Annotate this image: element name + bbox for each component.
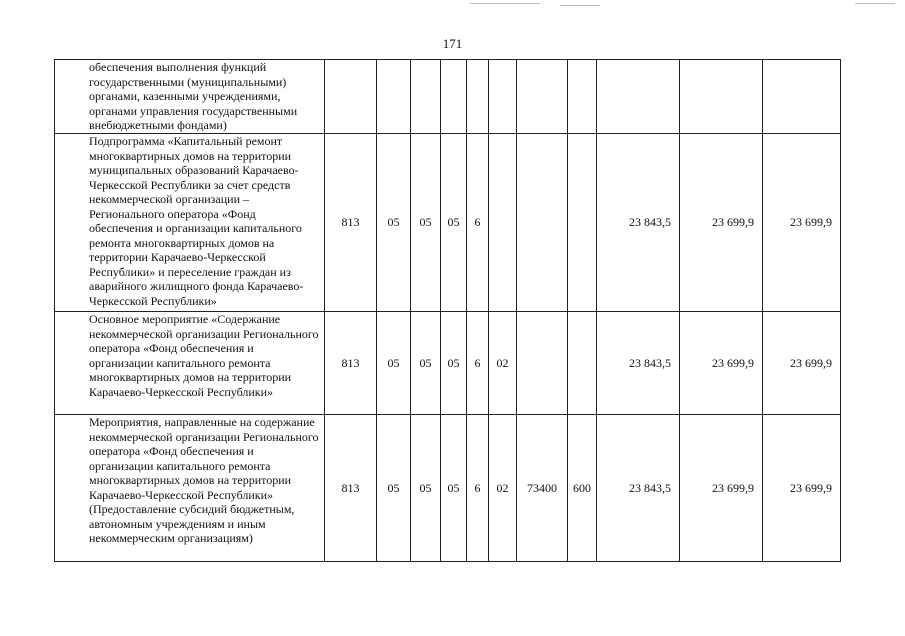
amount-cell-3: 23 699,9 (763, 415, 841, 562)
row-description: Подпрограмма «Капитальный ремонт многоквартирных домов на территории муниципальных образований Карачаево-Черкесской Республики за счет средств некоммерческой организации – Регионального оператора «Фонд обеспечения и организации капитального ремонта многоквартирных домов на территории Карачаево-Черкесской Республики» и переселение граждан из аварийного жилищного фонда Карачаево-Черкесской Республики» (55, 134, 325, 312)
subsection-code-cell: 05 (411, 312, 441, 415)
target-code-part-2: 6 (467, 312, 489, 415)
amount-cell-1 (597, 60, 680, 134)
target-code-part-4: 73400 (517, 415, 568, 562)
subsection-code-cell: 05 (411, 134, 441, 312)
amount-cell-1: 23 843,5 (597, 134, 680, 312)
scan-artifact-line (855, 3, 895, 4)
row-description: Основное мероприятие «Содержание некоммерческой организации Регионального оператора «Фонд обеспечения и организации капитального ремонта многоквартирных домов на территории Карачаево-Черкесской Республики» (55, 312, 325, 415)
section-code-cell: 05 (377, 415, 411, 562)
subsection-code-cell: 05 (411, 415, 441, 562)
target-code-part-1 (441, 60, 467, 134)
target-code-part-2 (467, 60, 489, 134)
dept-code-cell: 813 (325, 312, 377, 415)
target-code-part-1: 05 (441, 312, 467, 415)
expense-type-cell (568, 134, 597, 312)
dept-code-cell (325, 60, 377, 134)
target-code-part-1: 05 (441, 415, 467, 562)
target-code-part-2: 6 (467, 415, 489, 562)
target-code-part-4 (517, 134, 568, 312)
scan-artifact-line (560, 5, 600, 6)
subsection-code-cell (411, 60, 441, 134)
target-code-part-4 (517, 312, 568, 415)
expense-type-cell: 600 (568, 415, 597, 562)
section-code-cell (377, 60, 411, 134)
budget-table (54, 59, 841, 562)
expense-type-cell (568, 312, 597, 415)
table-row (55, 60, 841, 134)
scan-artifact-line (470, 3, 540, 4)
dept-code-cell: 813 (325, 134, 377, 312)
amount-cell-2: 23 699,9 (680, 415, 763, 562)
amount-cell-3 (763, 60, 841, 134)
dept-code-cell: 813 (325, 415, 377, 562)
amount-cell-3: 23 699,9 (763, 134, 841, 312)
row-description: Мероприятия, направленные на содержание некоммерческой организации Регионального оператора «Фонд обеспечения и организации капитального ремонта многоквартирных домов на территории Карачаево-Черкесской Республики» (Предоставление субсидий бюджетным, автономным учреждениям и иным некоммерческим организациям) (55, 415, 325, 562)
amount-cell-2: 23 699,9 (680, 312, 763, 415)
amount-cell-3: 23 699,9 (763, 312, 841, 415)
target-code-part-3: 02 (489, 312, 517, 415)
target-code-part-3: 02 (489, 415, 517, 562)
target-code-part-3 (489, 60, 517, 134)
table-row (55, 312, 841, 415)
amount-cell-1: 23 843,5 (597, 312, 680, 415)
expense-type-cell (568, 60, 597, 134)
target-code-part-1: 05 (441, 134, 467, 312)
amount-cell-2 (680, 60, 763, 134)
section-code-cell: 05 (377, 134, 411, 312)
target-code-part-3 (489, 134, 517, 312)
page-number: 171 (442, 36, 463, 51)
section-code-cell: 05 (377, 312, 411, 415)
table-row (55, 415, 841, 562)
amount-cell-2: 23 699,9 (680, 134, 763, 312)
table-row (55, 134, 841, 312)
row-description: обеспечения выполнения функций государственными (муниципальными) органами, казенными учреждениями, органами управления государственными внебюджетными фондами) (55, 60, 325, 134)
amount-cell-1: 23 843,5 (597, 415, 680, 562)
target-code-part-2: 6 (467, 134, 489, 312)
target-code-part-4 (517, 60, 568, 134)
